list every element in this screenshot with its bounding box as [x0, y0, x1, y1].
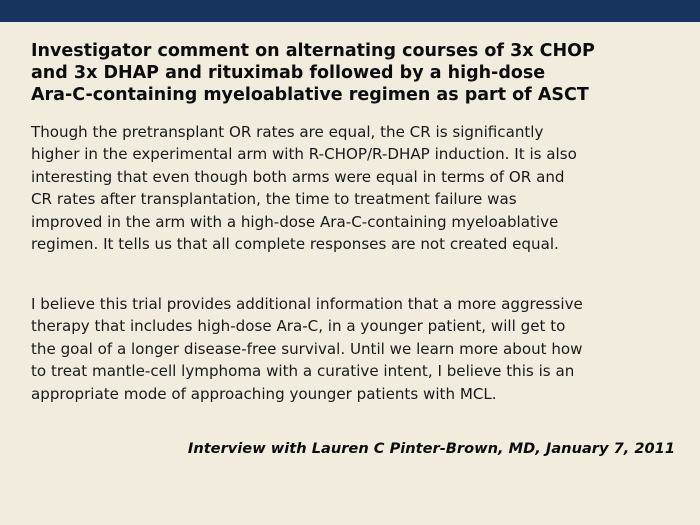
paragraph-line: CR rates after transplantation, the time to treatment failure was [31, 190, 517, 209]
paragraph-line: to treat mantle-cell lymphoma with a curative intent, I believe this is an [31, 362, 575, 381]
body-paragraph-2 [31, 293, 681, 405]
title-line: Investigator comment on alternating courses of 3x CHOP [31, 41, 595, 61]
paragraph-line: the goal of a longer disease-free survival. Until we learn more about how [31, 339, 583, 358]
paragraph-line: appropriate mode of approaching younger patients with MCL. [31, 384, 497, 403]
title-line: Ara-C-containing myeloablative regimen as part of ASCT [31, 85, 589, 105]
attribution: Interview with Lauren C Pinter-Brown, MD, January 7, 2011 [187, 440, 675, 457]
header-bar [0, 0, 700, 22]
body-paragraph-1 [31, 121, 681, 255]
paragraph-line: higher in the experimental arm with R-CHOP/R-DHAP induction. It is also [31, 145, 577, 164]
paragraph-line: interesting that even though both arms were equal in terms of OR and [31, 167, 565, 186]
paragraph-line: I believe this trial provides additional information that a more aggressive [31, 295, 583, 313]
slide-title [31, 40, 681, 106]
paragraph-line: Though the pretransplant OR rates are equal, the CR is significantly [31, 123, 544, 141]
paragraph-line: therapy that includes high-dose Ara-C, in a younger patient, will get to [31, 317, 566, 336]
title-line: and 3x DHAP and rituximab followed by a high-dose [31, 63, 546, 83]
paragraph-line: regimen. It tells us that all complete responses are not created equal. [31, 235, 559, 254]
paragraph-line: improved in the arm with a high-dose Ara-C-containing myeloablative [31, 212, 559, 231]
